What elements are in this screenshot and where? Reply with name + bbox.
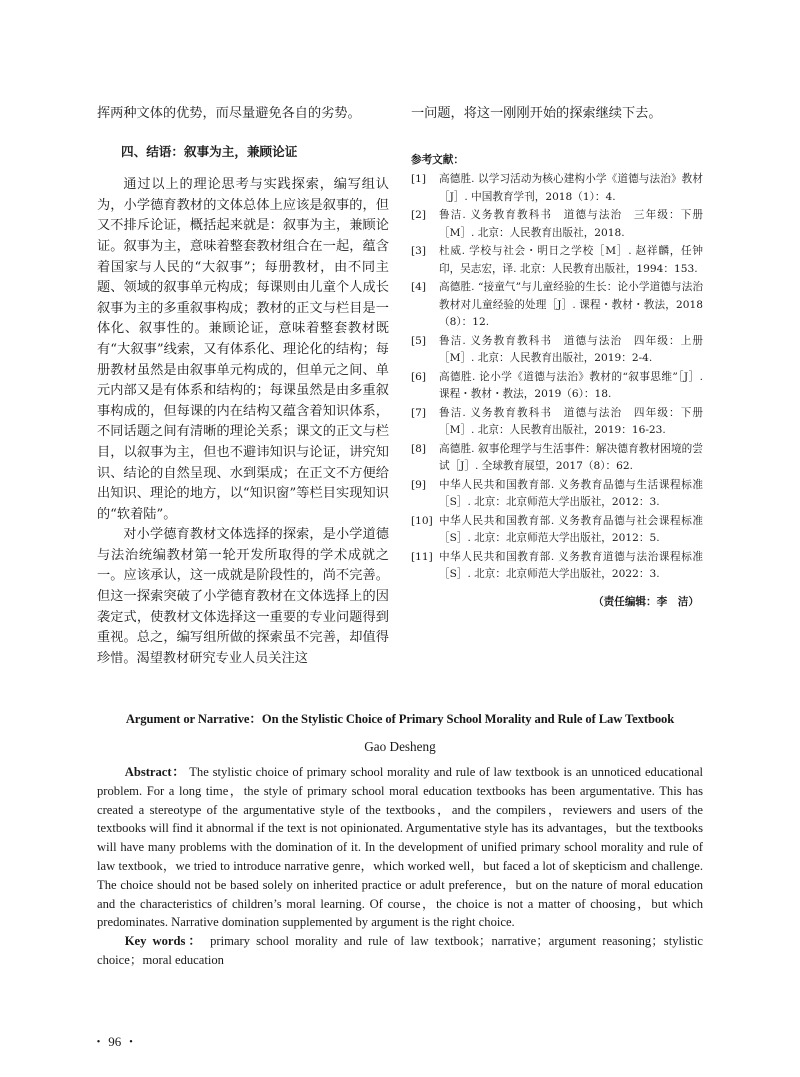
responsible-editor: （责任编辑：李 洁） xyxy=(593,595,699,608)
right-column-lead-text: 一问题，将这一刚刚开始的探索继续下去。 xyxy=(411,106,662,121)
reference-text: 中华人民共和国教育部. 义务教育品德与生活课程标准［S］. 北京：北京师范大学出版社，2012：3. xyxy=(439,478,703,509)
keywords-label: Key words： xyxy=(124,934,204,949)
reference-number: [4] xyxy=(411,281,427,294)
reference-number: [9] xyxy=(411,478,427,491)
reference-text: 鲁洁. 义务教育教科书 道德与法治 四年级：下册［M］. 北京：人民教育出版社，2019：16-23. xyxy=(439,406,703,437)
body-paragraph-2: 对小学德育教材文体选择的探索，是小学道德与法治统编教材第一轮开发所取得的学术成就之一。应该承认，这一成就是阶段性的，尚不完善。但这一探索突破了小学德育教材在文体选择上的因袭定式，使教材文体选择这一重要的专业问题得到重视。总之，编写组所做的探索虽不完善，却值得珍惜。渴望教材研究专业人员关注这 xyxy=(97,527,389,666)
reference-text: 杜威. 学校与社会・明日之学校［M］. 赵祥麟，任钟印，吴志宏，译. 北京：人民教育出版社，1994：153. xyxy=(439,245,703,275)
reference-number: [2] xyxy=(411,209,427,222)
reference-item xyxy=(411,513,703,548)
english-abstract-block xyxy=(97,708,703,970)
conclusion-body xyxy=(97,175,389,669)
reference-item xyxy=(411,477,703,512)
reference-number: [10] xyxy=(411,514,433,527)
reference-item xyxy=(411,405,703,440)
abstract-text: The stylistic choice of primary school morality and rule of law textbook is an unnoticed educational problem. For a long time，the style of primary school moral education textbooks has been argumentative. This has created a stereotype of the argumentative style of the textbooks，and the compilers，reviewers and users of the textbooks will find it abnormal if the text is not opinionated. Argumentative style has its advantages，but the textbooks will have many problems with the domination of it. In the development of unified primary school morality and rule of law textbook，we tried to introduce narrative genre，which worked well，but faced a lot of skepticism and challenge. The choice should not be based solely on inherited practice or adult preference，but on the nature of moral education and the characteristics of children’s moral learning. Of course，the choice is not a matter of choosing，but which predominates. Narrative domination supplemented by argument is the right choice. xyxy=(97,765,703,930)
reference-item xyxy=(411,549,703,584)
reference-number: [3] xyxy=(411,245,427,258)
keywords-paragraph xyxy=(97,932,703,970)
reference-text: 高德胜. 论小学《道德与法治》教材的“叙事思维”［J］. 课程・教材・教法，2019（6）：18. xyxy=(439,370,703,401)
references-heading: 参考文献： xyxy=(411,154,464,167)
reference-number: [7] xyxy=(411,406,427,419)
body-paragraph-1: 通过以上的理论思考与实践探索，编写组认为，小学德育教材的文体总体上应该是叙事的，但又不排斥论证，概括起来就是：叙事为主，兼顾论证。叙事为主，意味着整套教材组合在一起，蕴含着国家与人民的“大叙事”；每册教材，由不同主题、领域的叙事单元构成；每课则由儿童个人成长叙事为主的多重叙事构成；教材的正文与栏目是一体化、叙事性的。兼顾论证，意味着整套教材既有“大叙事”线索，又有体系化、理论化的结构；每册教材虽然是由叙事单元构成的，但单元之间、单元内部又是有体系和结构的；每课虽然是由多重叙事构成的，但每课的内在结构又蕴含着知识体系，不同话题之间有清晰的理论关系；课文的正文与栏目，以叙事为主，但也不避讳知识与论证，讲究知识、结论的自然呈现、水到渠成；在正文不方便给出知识、理论的地方，以“知识窗”等栏目实现知识的“软着陆”。 xyxy=(97,177,389,522)
section-heading: 四、结语：叙事为主，兼顾论证 xyxy=(121,144,298,160)
reference-text: 高德胜. “接童气”与儿童经验的生长：论小学道德与法治教材对儿童经验的处理［J］. 课程・教材・教法，2018（8）：12. xyxy=(439,281,703,329)
reference-item xyxy=(411,171,703,206)
reference-text: 中华人民共和国教育部. 义务教育品德与社会课程标准［S］. 北京：北京师范大学出版社，2012：5. xyxy=(439,514,703,545)
reference-item xyxy=(411,243,703,278)
abstract-paragraph xyxy=(97,763,703,932)
reference-text: 高德胜. 叙事伦理学与生活事件：解决德育教材困境的尝试［J］. 全球教育展望，2017（8）：62. xyxy=(439,442,703,473)
reference-item xyxy=(411,333,703,368)
keywords-text: primary school morality and rule of law textbook；narrative；argument reasoning；stylistic choice；moral education xyxy=(97,934,703,967)
reference-number: [5] xyxy=(411,334,427,347)
reference-text: 中华人民共和国教育部. 义务教育道德与法治课程标准［S］. 北京：北京师范大学出版社，2022：3. xyxy=(439,550,703,581)
reference-item xyxy=(411,441,703,476)
right-column xyxy=(411,104,703,609)
reference-text: 鲁洁. 义务教育教科书 道德与法治 三年级：下册［M］. 北京：人民教育出版社，2018. xyxy=(439,209,703,239)
page-number: ・ 96 ・ xyxy=(92,1034,138,1049)
left-column-lead-text: 挥两种文体的优势，而尽量避免各自的劣势。 xyxy=(97,106,361,121)
english-title: Argument or Narrative：On the Stylistic Choice of Primary School Morality and Rule of Law Textbook xyxy=(125,712,675,726)
reference-number: [6] xyxy=(411,370,427,383)
reference-number: [11] xyxy=(411,550,433,563)
reference-item xyxy=(411,369,703,404)
reference-text: 鲁洁. 义务教育教科书 道德与法治 四年级：上册［M］. 北京：人民教育出版社，2019：2-4. xyxy=(439,334,703,365)
reference-text: 高德胜. 以学习活动为核心建构小学《道德与法治》教材［J］. 中国教育学刊，2018（1）：4. xyxy=(439,173,703,203)
reference-list xyxy=(411,171,703,584)
abstract-label: Abstract： xyxy=(124,765,186,779)
left-column xyxy=(97,104,389,669)
reference-item xyxy=(411,207,703,242)
english-author: Gao Desheng xyxy=(364,739,436,754)
reference-number: [8] xyxy=(411,442,427,455)
reference-item xyxy=(411,279,703,332)
reference-number: [1] xyxy=(411,173,427,186)
